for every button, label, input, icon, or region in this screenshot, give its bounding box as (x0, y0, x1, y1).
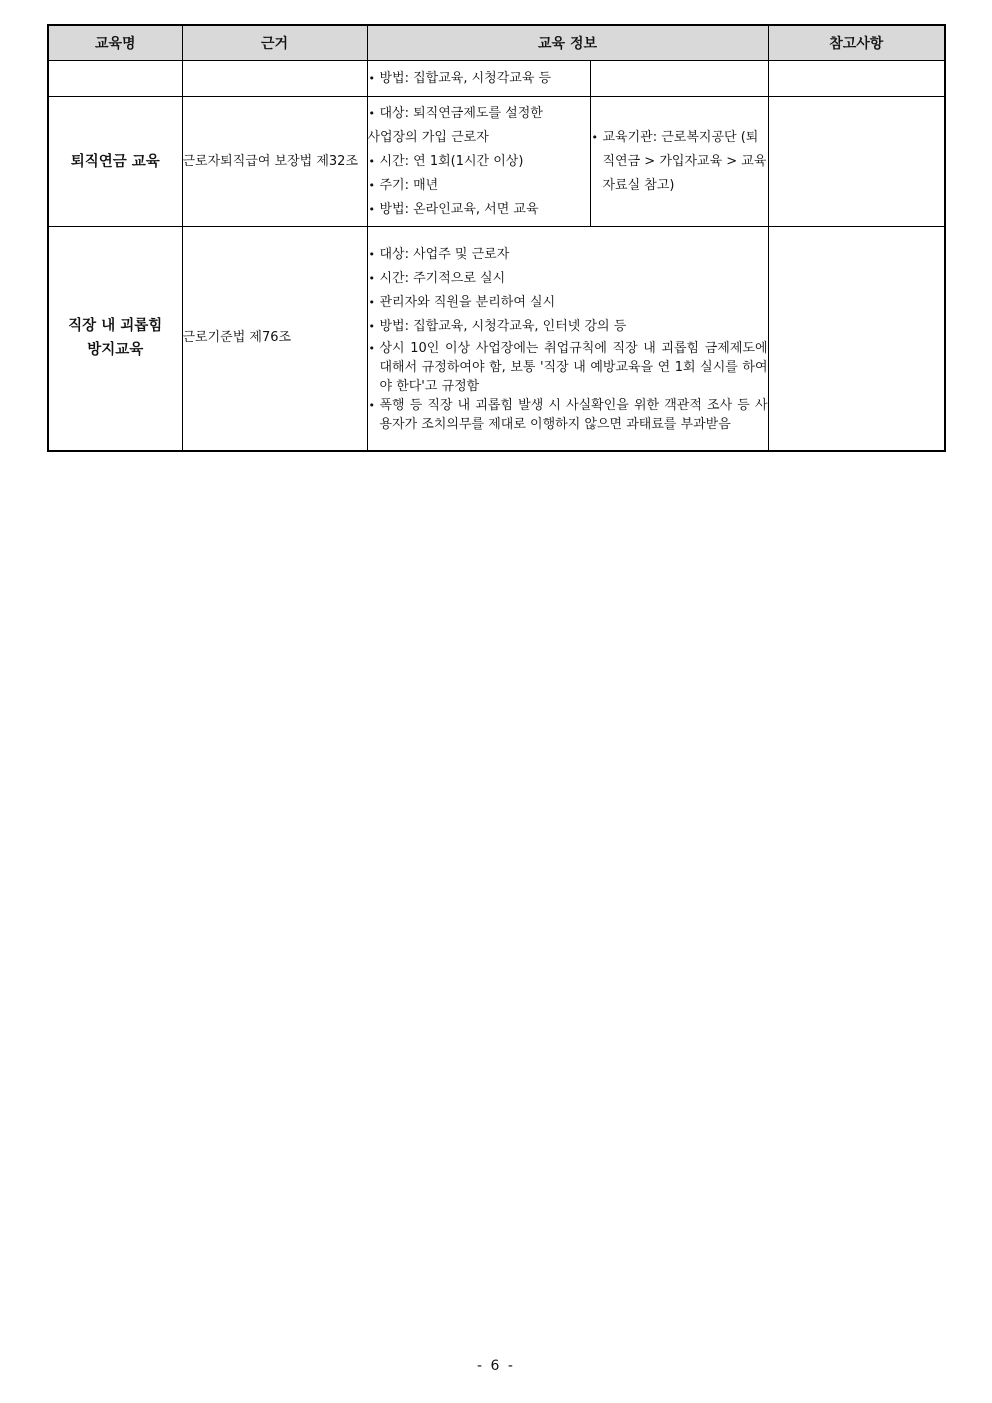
cell-note (768, 227, 945, 451)
cell-basis: 근로기준법 제76조 (182, 227, 367, 451)
info-item: • 방법: 집합교육, 시청각교육, 인터넷 강의 등 (368, 315, 768, 339)
cell-ref (590, 97, 768, 227)
cell-name-retirement-pension: 퇴직연금 교육 (48, 97, 182, 227)
header-row (48, 25, 945, 61)
cell-name (48, 61, 182, 97)
cell-note (768, 97, 945, 227)
name-line: 방지교육 (87, 342, 144, 359)
info-item: • 방법: 온라인교육, 서면 교육 (368, 198, 590, 222)
header-education-name: 교육명 (48, 25, 182, 61)
info-item: • 시간: 연 1회(1시간 이상) (368, 150, 590, 174)
header-education-info: 교육 정보 (367, 25, 768, 61)
info-item: • 방법: 집합교육, 시청각교육 등 (368, 67, 590, 91)
education-table (47, 24, 946, 452)
cell-basis: 근로자퇴직급여 보장법 제32조 (182, 97, 367, 227)
cell-name-harassment-prevention (48, 227, 182, 451)
ref-item: • 교육기관: 근로복지공단 (퇴직연금 > 가입자교육 > 교육자료실 참고) (591, 126, 768, 198)
header-basis: 근거 (182, 25, 367, 61)
table-row (48, 97, 945, 227)
cell-info (367, 227, 768, 451)
info-item: • 시간: 주기적으로 실시 (368, 267, 768, 291)
info-item: • 관리자와 직원을 분리하여 실시 (368, 291, 768, 315)
header-notes: 참고사항 (768, 25, 945, 61)
cell-ref (590, 61, 768, 97)
info-item: • 대상: 퇴직연금제도를 설정한 (368, 102, 590, 126)
cell-info (367, 97, 590, 227)
info-item: • 주기: 매년 (368, 174, 590, 198)
info-item: • 상시 10인 이상 사업장에는 취업규칙에 직장 내 괴롭힘 금제제도에 대해서 규정하여야 함, 보통 '직장 내 예방교육을 연 1회 실시를 하여야 한다'고 규정함 (368, 339, 768, 396)
table-row (48, 227, 945, 451)
name-line: 직장 내 괴롭힘 (68, 318, 163, 335)
info-item: • 대상: 사업주 및 근로자 (368, 243, 768, 267)
cell-info (367, 61, 590, 97)
page-number: - 6 - (477, 1358, 515, 1374)
info-item: • 폭행 등 직장 내 괴롭힘 발생 시 사실확인을 위한 객관적 조사 등 사용자가 조치의무를 제대로 이행하지 않으면 과태료를 부과받음 (368, 396, 768, 434)
info-item-continued: 사업장의 가입 근로자 (367, 129, 489, 145)
table-row (48, 61, 945, 97)
cell-note (768, 61, 945, 97)
cell-basis (182, 61, 367, 97)
